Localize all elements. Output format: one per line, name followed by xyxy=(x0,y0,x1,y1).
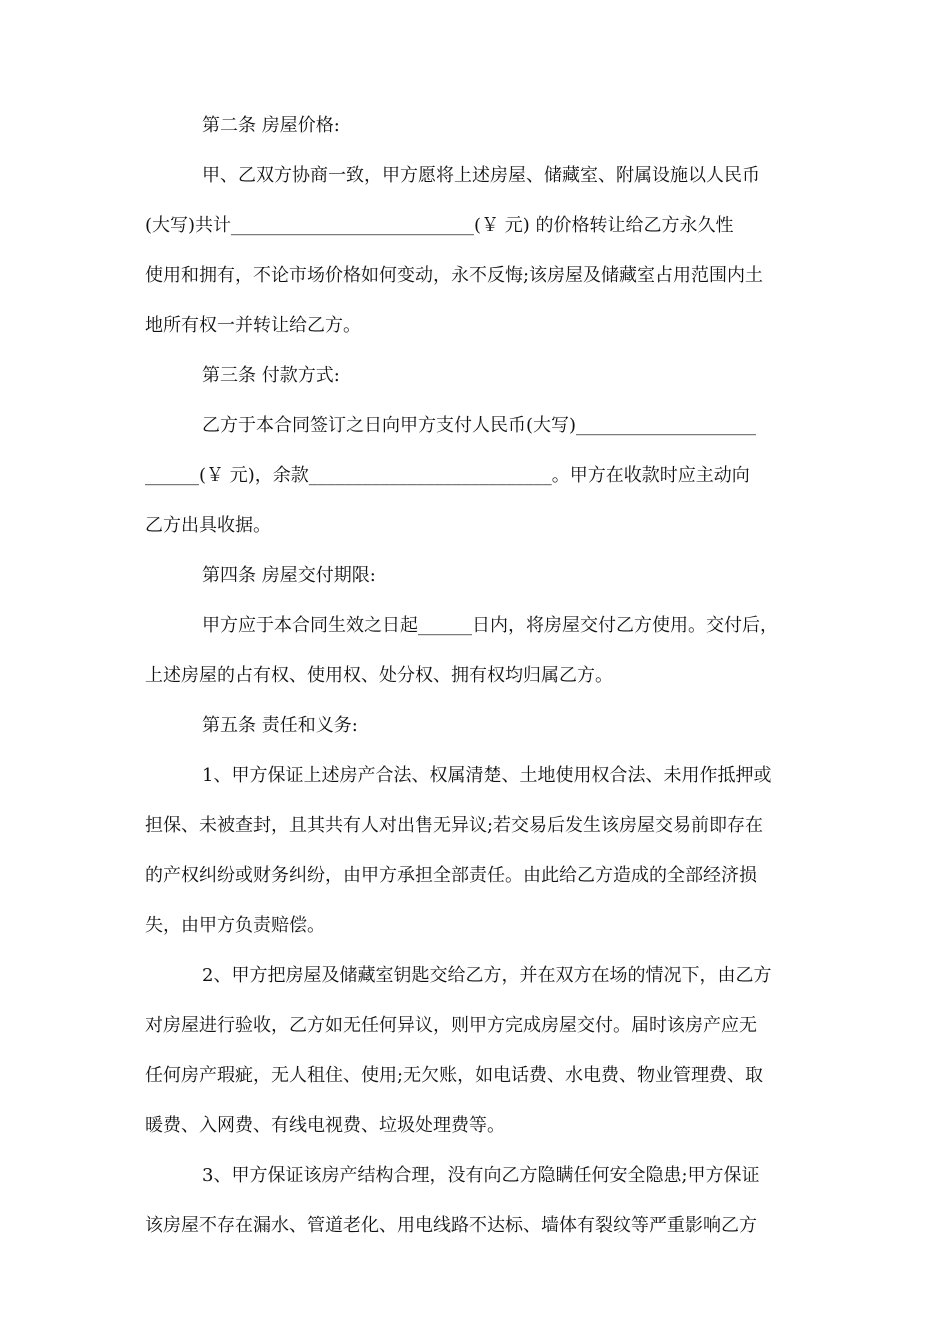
paragraph-line: 上述房屋的占有权、使用权、处分权、拥有权均归属乙方。 xyxy=(145,665,613,686)
paragraph-line: 使用和拥有，不论市场价格如何变动，永不反悔;该房屋及储藏室占用范围内土 xyxy=(145,265,764,286)
article-2-heading: 第二条 房屋价格: xyxy=(202,115,340,136)
paragraph-line: 3、甲方保证该房产结构合理，没有向乙方隐瞒任何安全隐患;甲方保证 xyxy=(202,1165,760,1186)
paragraph-line: 对房屋进行验收，乙方如无任何异议，则甲方完成房屋交付。届时该房产应无 xyxy=(145,1015,757,1036)
paragraph-line: ______(￥ 元)，余款___________________________。甲方在收款时应主动向 xyxy=(145,465,750,486)
article-3-heading: 第三条 付款方式: xyxy=(202,365,340,386)
paragraph-line: 甲、乙双方协商一致，甲方愿将上述房屋、储藏室、附属设施以人民币 xyxy=(202,165,760,186)
paragraph-line: 1、甲方保证上述房产合法、权属清楚、土地使用权合法、未用作抵押或 xyxy=(202,765,772,786)
paragraph-line: 失，由甲方负责赔偿。 xyxy=(145,915,325,936)
paragraph-line: 暖费、入网费、有线电视费、垃圾处理费等。 xyxy=(145,1115,505,1136)
paragraph-line: 的产权纠纷或财务纠纷，由甲方承担全部责任。由此给乙方造成的全部经济损 xyxy=(145,865,757,886)
paragraph-line: 地所有权一并转让给乙方。 xyxy=(145,315,361,336)
paragraph-line: 2、甲方把房屋及储藏室钥匙交给乙方，并在双方在场的情况下，由乙方 xyxy=(202,965,772,986)
paragraph-line: 乙方出具收据。 xyxy=(145,515,271,536)
paragraph-line: 担保、未被查封，且其共有人对出售无异议;若交易后发生该房屋交易前即存在 xyxy=(145,815,764,836)
paragraph-line: 任何房产瑕疵，无人租住、使用;无欠账，如电话费、水电费、物业管理费、取 xyxy=(145,1065,764,1086)
paragraph-line: 乙方于本合同签订之日向甲方支付人民币(大写)____________________ xyxy=(202,415,757,436)
article-4-heading: 第四条 房屋交付期限: xyxy=(202,565,376,586)
paragraph-line: (大写)共计___________________________(￥ 元) 的价格转让给乙方永久性 xyxy=(145,215,734,236)
paragraph-line: 甲方应于本合同生效之日起______日内，将房屋交付乙方使用。交付后， xyxy=(202,615,778,636)
article-5-heading: 第五条 责任和义务: xyxy=(202,715,358,736)
paragraph-line: 该房屋不存在漏水、管道老化、用电线路不达标、墙体有裂纹等严重影响乙方 xyxy=(145,1215,757,1236)
